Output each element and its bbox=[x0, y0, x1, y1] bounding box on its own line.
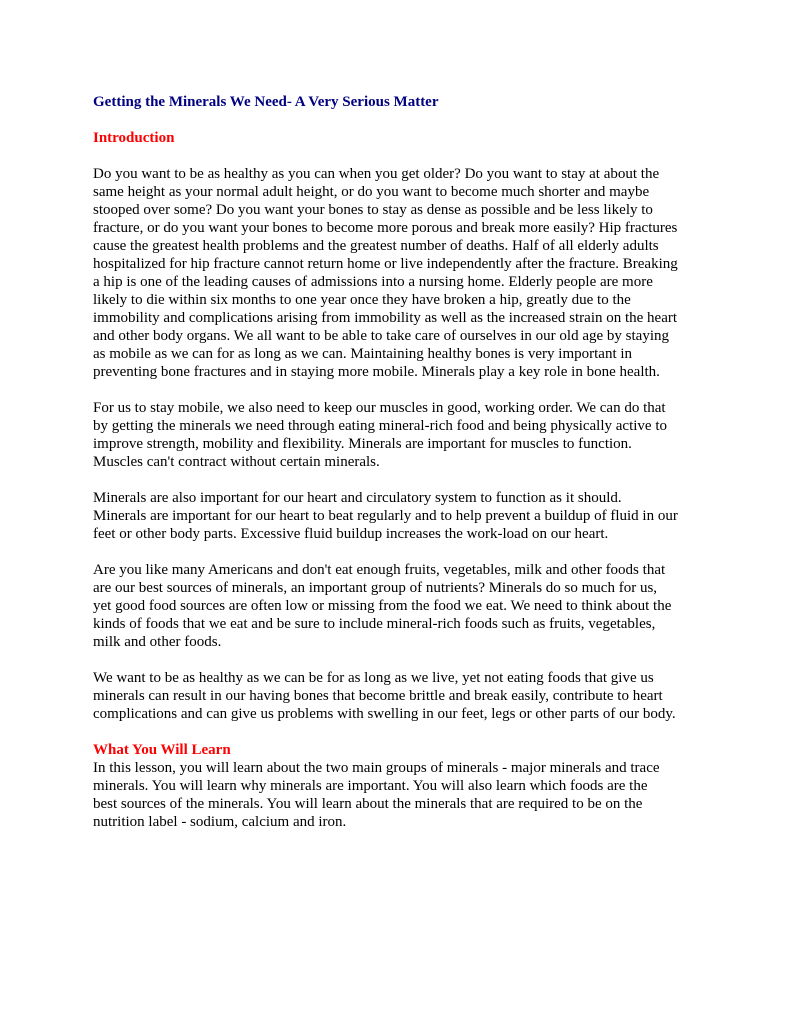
section-heading-introduction: Introduction bbox=[93, 130, 175, 146]
intro-paragraph-1: Do you want to be as healthy as you can when you get older? Do you want to stay at about the same height as your normal adult height, or do you want to become much shorter and maybe stooped over some? Do you want your bones to stay as dense as possible and be less likely to fracture, or do you want your bones to become more porous and break more easily? Hip fractures cause the greatest health problems and the greatest number of deaths. Half of all elderly adults hospitalized for hip fracture cannot return home or live independently after the fracture. Breaking a hip is one of the leading causes of admissions into a nursing home. Elderly people are more likely to die within six months to one year once they have broken a hip, greatly due to the immobility and complications arising from immobility as well as the increased strain on the heart and other body organs. We all want to be able to take care of ourselves in our old age by staying as mobile as we can for as long as we can. Maintaining healthy bones is very important in preventing bone fractures and in staying more mobile. Minerals play a key role in bone health. bbox=[93, 166, 678, 380]
section-introduction bbox=[93, 129, 709, 723]
intro-paragraph-5: We want to be as healthy as we can be for as long as we live, yet not eating foods that give us minerals can result in our having bones that become brittle and break easily, contribute to heart complications and can give us problems with swelling in our feet, legs or other parts of our body. bbox=[93, 670, 676, 722]
learn-paragraph-1: In this lesson, you will learn about the two main groups of minerals - major minerals and trace minerals. You will learn why minerals are important. You will also learn which foods are the best sources of the minerals. You will learn about the minerals that are required to be on the nutrition label - sodium, calcium and iron. bbox=[93, 760, 660, 830]
intro-paragraph-4: Are you like many Americans and don't eat enough fruits, vegetables, milk and other foods that are our best sources of minerals, an important group of nutrients? Minerals do so much for us, yet good food sources are often low or missing from the food we eat. We need to think about the kinds of foods that we eat and be sure to include mineral-rich foods such as fruits, vegetables, milk and other foods. bbox=[93, 562, 672, 650]
document-title: Getting the Minerals We Need- A Very Serious Matter bbox=[93, 94, 439, 110]
section-heading-what-you-will-learn: What You Will Learn bbox=[93, 742, 231, 758]
intro-paragraph-3: Minerals are also important for our heart and circulatory system to function as it should. Minerals are important for our heart to beat regularly and to help prevent a buildup of fluid in our feet or other body parts. Excessive fluid buildup increases the work-load on our heart. bbox=[93, 490, 678, 542]
document-page bbox=[93, 93, 709, 849]
section-what-you-will-learn bbox=[93, 741, 709, 831]
intro-paragraph-2: For us to stay mobile, we also need to keep our muscles in good, working order. We can do that by getting the minerals we need through eating mineral-rich food and being physically active to improve strength, mobility and flexibility. Minerals are important for muscles to function. Muscles can't contract without certain minerals. bbox=[93, 400, 667, 470]
